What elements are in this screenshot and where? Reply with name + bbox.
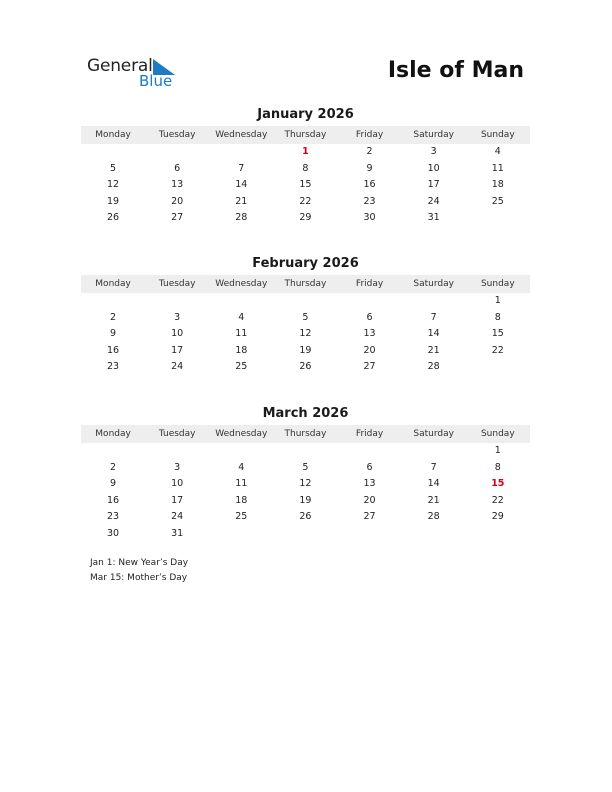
- month-title: January 2026: [257, 107, 354, 122]
- day-cell: 23: [107, 361, 120, 373]
- empty-day-cell: [338, 526, 402, 543]
- day-cell: 12: [299, 328, 312, 340]
- holiday-note: Jan 1: New Year’s Day: [90, 558, 189, 568]
- day-cell: 15: [491, 328, 504, 340]
- day-cell: 25: [491, 195, 504, 207]
- empty-day-cell: [338, 443, 402, 460]
- month-title: March 2026: [262, 406, 349, 421]
- day-cell: 7: [238, 162, 245, 174]
- day-cell: 20: [363, 494, 376, 506]
- day-cell: 18: [235, 344, 248, 356]
- empty-day-cell: [145, 293, 209, 310]
- day-cell: 5: [302, 311, 309, 323]
- day-cell: 8: [302, 162, 309, 174]
- empty-day-cell: [338, 293, 402, 310]
- day-cell: 9: [110, 478, 117, 490]
- logo-word-blue: Blue: [139, 72, 173, 90]
- day-cell: 28: [427, 361, 440, 373]
- weekday-header: Sunday: [466, 275, 530, 293]
- weekday-header: Tuesday: [145, 275, 209, 293]
- day-cell: 15: [299, 179, 312, 191]
- day-cell: 10: [427, 162, 440, 174]
- weekday-header: Thursday: [273, 425, 337, 443]
- weekday-header: Tuesday: [145, 126, 209, 144]
- day-cell: 19: [299, 344, 312, 356]
- empty-day-cell: [145, 443, 209, 460]
- weekday-header: Friday: [338, 425, 402, 443]
- weekday-header: Wednesday: [209, 425, 273, 443]
- day-cell: 1: [494, 445, 501, 456]
- day-cell: 2: [110, 311, 117, 323]
- empty-day-cell: [273, 293, 337, 310]
- day-cell: 10: [171, 478, 184, 490]
- day-cell: 27: [171, 212, 184, 224]
- day-cell: 3: [174, 311, 181, 323]
- day-cell: 16: [107, 494, 120, 506]
- empty-day-cell: [145, 144, 209, 161]
- day-cell: 4: [494, 146, 501, 157]
- empty-day-cell: [402, 526, 466, 543]
- day-cell: 22: [491, 494, 504, 506]
- day-cell: 6: [366, 461, 373, 473]
- empty-day-cell: [81, 293, 145, 310]
- month-calendar: [81, 106, 530, 227]
- day-cell: 9: [366, 162, 373, 174]
- month-title: February 2026: [252, 256, 359, 271]
- weekday-header: Thursday: [273, 275, 337, 293]
- day-cell: 3: [430, 146, 437, 157]
- day-cell: 30: [363, 212, 376, 224]
- day-cell: 29: [491, 511, 504, 523]
- day-cell: 11: [235, 478, 248, 490]
- day-cell: 25: [235, 511, 248, 523]
- day-cell: 31: [171, 527, 184, 539]
- day-cell: 26: [299, 361, 312, 373]
- day-cell: 16: [107, 344, 120, 356]
- empty-day-cell: [402, 293, 466, 310]
- weekday-header: Friday: [338, 126, 402, 144]
- day-cell: 26: [107, 212, 120, 224]
- empty-day-cell: [402, 443, 466, 460]
- empty-day-cell: [273, 443, 337, 460]
- empty-day-cell: [81, 144, 145, 161]
- day-cell: 12: [107, 179, 120, 191]
- weekday-header: Sunday: [466, 425, 530, 443]
- weekday-header: Monday: [81, 275, 145, 293]
- day-cell: 16: [363, 179, 376, 191]
- day-cell: 21: [427, 344, 440, 356]
- day-cell: 31: [427, 212, 440, 224]
- day-cell: 25: [235, 361, 248, 373]
- day-cell: 2: [366, 146, 373, 157]
- day-cell: 23: [107, 511, 120, 523]
- day-cell: 4: [238, 311, 245, 323]
- day-cell: 20: [363, 344, 376, 356]
- day-cell: 6: [174, 162, 181, 174]
- day-cell: 5: [302, 461, 309, 473]
- holiday-day-cell: 1: [302, 146, 309, 157]
- day-cell: 24: [427, 195, 440, 207]
- weekday-header: Monday: [81, 126, 145, 144]
- day-cell: 17: [427, 179, 440, 191]
- empty-day-cell: [466, 210, 530, 227]
- month-calendar: [81, 255, 530, 376]
- logo-word-general: General: [87, 56, 153, 76]
- day-cell: 24: [171, 361, 184, 373]
- empty-day-cell: [209, 144, 273, 161]
- day-cell: 23: [363, 195, 376, 207]
- day-cell: 22: [299, 195, 312, 207]
- day-cell: 12: [299, 478, 312, 490]
- day-cell: 18: [491, 179, 504, 191]
- empty-day-cell: [209, 443, 273, 460]
- calendar-grid: [81, 275, 530, 376]
- empty-day-cell: [81, 443, 145, 460]
- day-cell: 7: [430, 461, 437, 473]
- day-cell: 17: [171, 344, 184, 356]
- day-cell: 21: [235, 195, 248, 207]
- day-cell: 14: [235, 179, 248, 191]
- weekday-header: Sunday: [466, 126, 530, 144]
- day-cell: 14: [427, 478, 440, 490]
- day-cell: 13: [363, 328, 376, 340]
- day-cell: 21: [427, 494, 440, 506]
- weekday-header: Friday: [338, 275, 402, 293]
- weekday-header: Wednesday: [209, 275, 273, 293]
- day-cell: 28: [235, 212, 248, 224]
- day-cell: 11: [491, 162, 504, 174]
- day-cell: 13: [171, 179, 184, 191]
- holiday-notes: [90, 556, 188, 586]
- day-cell: 17: [171, 494, 184, 506]
- day-cell: 7: [430, 311, 437, 323]
- day-cell: 2: [110, 461, 117, 473]
- weekday-header: Saturday: [402, 425, 466, 443]
- day-cell: 24: [171, 511, 184, 523]
- day-cell: 11: [235, 328, 248, 340]
- weekday-header: Thursday: [273, 126, 337, 144]
- weekday-header: Saturday: [402, 275, 466, 293]
- day-cell: 9: [110, 328, 117, 340]
- empty-day-cell: [466, 359, 530, 376]
- holiday-day-cell: 15: [491, 478, 505, 490]
- day-cell: 8: [494, 461, 501, 473]
- day-cell: 8: [494, 311, 501, 323]
- brand-logo: [87, 56, 187, 92]
- day-cell: 1: [494, 295, 501, 306]
- calendar-grid: [81, 425, 530, 543]
- month-calendar: [81, 405, 530, 543]
- empty-day-cell: [209, 293, 273, 310]
- day-cell: 22: [491, 344, 504, 356]
- country-title: Isle of Man: [387, 58, 524, 83]
- day-cell: 28: [427, 511, 440, 523]
- weekday-header: Wednesday: [209, 126, 273, 144]
- holiday-note: Mar 15: Mother’s Day: [90, 573, 188, 583]
- day-cell: 30: [107, 527, 120, 539]
- weekday-header: Tuesday: [145, 425, 209, 443]
- empty-day-cell: [209, 526, 273, 543]
- day-cell: 29: [299, 212, 312, 224]
- day-cell: 19: [299, 494, 312, 506]
- day-cell: 27: [363, 511, 376, 523]
- weekday-header: Saturday: [402, 126, 466, 144]
- empty-day-cell: [273, 526, 337, 543]
- day-cell: 5: [110, 162, 117, 174]
- day-cell: 4: [238, 461, 245, 473]
- day-cell: 26: [299, 511, 312, 523]
- day-cell: 6: [366, 311, 373, 323]
- day-cell: 18: [235, 494, 248, 506]
- empty-day-cell: [466, 526, 530, 543]
- day-cell: 27: [363, 361, 376, 373]
- day-cell: 14: [427, 328, 440, 340]
- day-cell: 3: [174, 461, 181, 473]
- weekday-header: Monday: [81, 425, 145, 443]
- calendar-grid: [81, 126, 530, 227]
- day-cell: 20: [171, 195, 184, 207]
- day-cell: 10: [171, 328, 184, 340]
- day-cell: 19: [107, 195, 120, 207]
- day-cell: 13: [363, 478, 376, 490]
